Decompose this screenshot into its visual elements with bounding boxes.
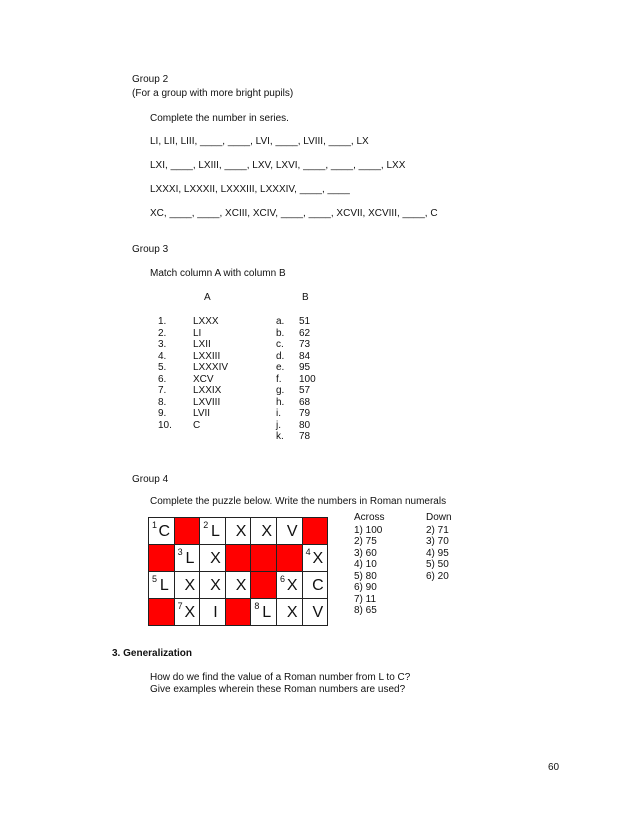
clue-number: 4 [305,547,311,557]
list-item: 4. [158,350,167,362]
column-a-header: A [204,292,211,303]
list-item: 84 [299,350,311,362]
group2-title: Group 2 [132,74,169,85]
clue-item: 2) 75 [354,536,377,547]
page-number: 60 [548,762,560,773]
list-item: 68 [299,396,311,408]
down-clues [426,512,452,582]
grid-cell [303,572,329,599]
down-title: Down [426,512,452,523]
clue-item: 3) 70 [426,536,449,547]
grid-cell [226,518,252,545]
clue-item: 3) 60 [354,547,377,559]
list-item: LI [193,327,202,339]
list-item: LXII [193,339,211,350]
grid-cell [226,572,252,599]
clue-item: 4) 95 [426,547,449,559]
grid-letter: L [211,523,220,540]
grid-letter: X [286,604,298,621]
list-item: 3. [158,339,167,350]
grid-cell [149,572,175,599]
list-item: e. [276,362,285,373]
clue-item: 6) 20 [426,570,449,582]
generalization-question-1: How do we find the value of a Roman number from L to C? [150,672,411,683]
clue-item: 5) 50 [426,559,449,570]
grid-cell [277,518,303,545]
grid-letter: X [184,604,196,621]
clue-number: 1 [152,520,158,530]
grid-letter: X [235,523,247,540]
grid-cell [200,545,226,572]
clue-item: 4) 10 [354,559,377,570]
grid-cell [200,518,226,545]
grid-cell-blocked [226,545,252,572]
crossword-grid [148,517,328,626]
list-item: a. [276,316,285,327]
grid-letter: X [261,523,272,540]
grid-cell-blocked [149,599,175,626]
clue-number: 6 [279,574,285,584]
list-item: h. [276,396,285,408]
list-item: 79 [299,408,311,419]
grid-letter: C [312,577,324,594]
grid-cell-blocked [303,518,329,545]
group2-subtitle: (For a group with more bright pupils) [132,88,294,99]
list-item: j. [276,419,281,431]
grid-cell [303,599,329,626]
grid-cell [175,572,201,599]
grid-cell [251,518,277,545]
grid-cell [200,599,226,626]
series-line-4: XC, ____, ____, XCIII, XCIV, ____, ____, XCVII, XCVIII, ____, C [150,208,438,219]
grid-cell-blocked [277,545,303,572]
list-item: b. [276,327,285,339]
group3-title: Group 3 [132,244,169,255]
list-item: XCV [193,373,214,385]
list-item: i. [276,408,281,419]
clue-number: 5 [152,574,158,584]
list-item: 7. [158,385,167,396]
list-item: LXXIII [193,350,221,362]
grid-cell [251,599,277,626]
column-a-numbers [158,316,172,431]
grid-letter: I [213,604,218,621]
across-title: Across [354,512,385,523]
column-b-letters [276,316,284,443]
grid-letter: V [312,604,324,621]
grid-letter: L [185,550,195,567]
group4-title: Group 4 [132,474,169,485]
grid-letter: X [210,577,221,594]
series-line-1: LI, LII, LIII, ____, ____, LVI, ____, LVIII, ____, LX [150,136,369,147]
grid-cell [175,545,201,572]
list-item: g. [276,385,285,396]
grid-letter: X [235,577,247,594]
clue-item: 7) 11 [354,593,377,605]
series-line-2: LXI, ____, LXIII, ____, LXV, LXVI, ____, ____, ____, LXX [150,160,406,171]
list-item: 62 [299,327,311,339]
clue-item: 5) 80 [354,570,377,582]
list-item: 57 [299,385,311,396]
grid-letter: V [286,523,298,540]
list-item: 95 [299,362,311,373]
clue-item: 8) 65 [354,605,377,616]
list-item: 8. [158,396,167,408]
clue-number: 8 [254,601,260,611]
list-item: 51 [299,316,311,327]
generalization-heading: 3. Generalization [112,648,193,659]
list-item: 10. [158,419,172,431]
list-item: 9. [158,408,167,419]
list-item: LXVIII [193,396,221,408]
list-item: d. [276,350,285,362]
list-item: f. [276,373,282,385]
list-item: c. [276,339,284,350]
group4-instruction: Complete the puzzle below. Write the numbers in Roman numerals [150,496,447,507]
series-line-3: LXXXI, LXXXII, LXXXIII, LXXXIV, ____, ____ [150,184,350,195]
grid-cell [277,599,303,626]
column-b-values [299,316,316,443]
grid-cell-blocked [251,572,277,599]
grid-cell [303,545,329,572]
clue-number: 2 [203,520,209,530]
clue-number: 3 [177,547,183,557]
grid-letter: L [159,577,169,594]
list-item: 100 [299,373,316,385]
list-item: C [193,419,201,431]
group2-instruction: Complete the number in series. [150,113,289,124]
column-b-header: B [302,292,309,303]
grid-letter: X [184,577,196,594]
grid-letter: X [312,550,324,567]
across-clues [354,512,385,617]
clue-item: 6) 90 [354,582,377,593]
grid-cell [175,599,201,626]
grid-letter: X [210,550,221,567]
column-a-values [193,316,228,431]
clue-number: 7 [177,601,183,611]
list-item: 78 [299,431,311,442]
grid-cell [149,518,175,545]
grid-cell-blocked [149,545,175,572]
grid-letter: L [262,604,272,621]
clue-item: 1) 100 [354,524,383,536]
list-item: LXXXIV [193,362,229,373]
list-item: 80 [299,419,311,431]
list-item: 2. [158,327,167,339]
list-item: k. [276,431,284,442]
list-item: 1. [158,316,167,327]
list-item: 73 [299,339,311,350]
grid-cell-blocked [251,545,277,572]
list-item: LVII [193,408,211,419]
grid-cell [277,572,303,599]
grid-letter: C [158,523,171,540]
list-item: LXXX [193,316,219,327]
grid-cell [200,572,226,599]
generalization-question-2: Give examples wherein these Roman numbers are used? [150,684,406,695]
list-item: 6. [158,373,167,385]
list-item: LXXIX [193,385,222,396]
list-item: 5. [158,362,167,373]
grid-letter: X [286,577,298,594]
grid-cell-blocked [226,599,252,626]
group3-instruction: Match column A with column B [150,268,286,279]
clue-item: 2) 71 [426,524,449,536]
grid-cell-blocked [175,518,201,545]
